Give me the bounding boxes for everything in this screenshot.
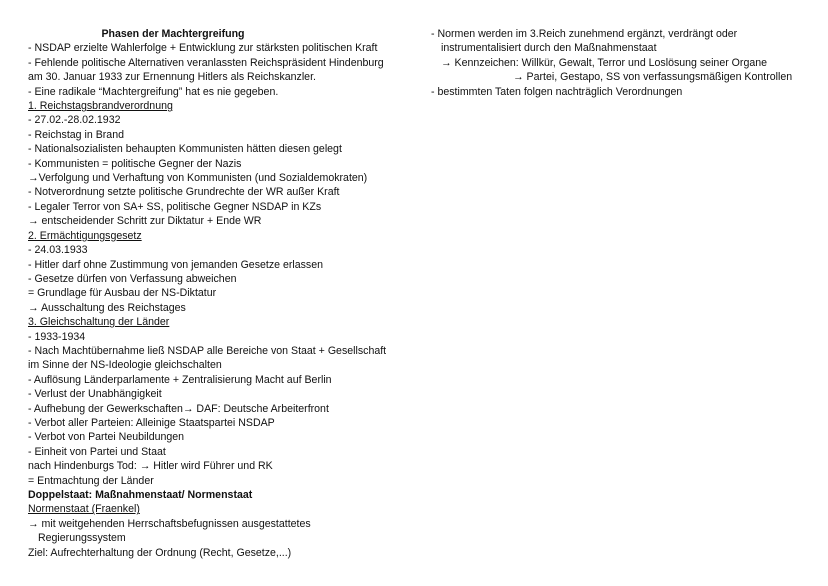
text-line: - Gesetze dürfen von Verfassung abweichen <box>28 272 237 285</box>
left-lines <box>28 41 413 560</box>
section-heading: 2. Ermächtigungsgesetz <box>28 229 142 242</box>
right-column <box>431 27 811 99</box>
section-heading: 3. Gleichschaltung der Länder <box>28 316 170 329</box>
text-line: - Fehlende politische Alternativen veranlassten Reichspräsident Hindenburg <box>28 56 384 69</box>
text-line: - Verbot von Partei Neubildungen <box>28 431 185 444</box>
page-title: Phasen der Machtergreifung <box>101 28 245 40</box>
text-line: - Nach Machtübernahme ließ NSDAP alle Bereiche von Staat + Gesellschaft <box>28 344 387 357</box>
text-line: am 30. Januar 1933 zur Ernennung Hitlers als Reichskanzler. <box>28 71 316 84</box>
text-line: = Grundlage für Ausbau der NS-Diktatur <box>28 287 217 300</box>
text-line: nach Hindenburgs Tod: → Hitler wird Führer und RK <box>28 460 273 473</box>
text-line: → mit weitgehenden Herrschaftsbefugnissen ausgestattetes <box>28 517 311 530</box>
right-lines <box>431 27 811 99</box>
text-line: - bestimmten Taten folgen nachträglich Verordnungen <box>431 85 683 98</box>
text-line: → Partei, Gestapo, SS von verfassungsmäßigen Kontrollen <box>513 71 793 84</box>
section-heading: 1. Reichstagsbrandverordnung <box>28 100 173 113</box>
text-line: - Legaler Terror von SA+ SS, politische Gegner NSDAP in KZs <box>28 200 322 213</box>
text-line: - Hitler darf ohne Zustimmung von jemanden Gesetze erlassen <box>28 258 324 271</box>
section-heading: Normenstaat (Fraenkel) <box>28 503 140 516</box>
text-line: - Notverordnung setzte politische Grundrechte der WR außer Kraft <box>28 186 340 199</box>
text-line: - Verbot aller Parteien: Alleinige Staatspartei NSDAP <box>28 416 275 429</box>
text-line: - Kommunisten = politische Gegner der Nazis <box>28 157 242 170</box>
text-line: → Ausschaltung des Reichstages <box>28 301 186 314</box>
text-line: - 27.02.-28.02.1932 <box>28 114 121 127</box>
text-line: →Verfolgung und Verhaftung von Kommunisten (und Sozialdemokraten) <box>28 172 368 185</box>
text-line: instrumentalisiert durch den Maßnahmenstaat <box>441 42 657 55</box>
text-line: - Eine radikale “Machtergreifung” hat es nie gegeben. <box>28 85 279 98</box>
text-line: - Reichstag in Brand <box>28 128 124 141</box>
text-line: - Normen werden im 3.Reich zunehmend ergänzt, verdrängt oder <box>431 28 738 40</box>
text-line: → entscheidender Schritt zur Diktatur + Ende WR <box>28 215 262 228</box>
text-line: - Einheit von Partei und Staat <box>28 445 166 458</box>
text-line: - 1933-1934 <box>28 330 86 343</box>
text-line: - Nationalsozialisten behaupten Kommunisten hätten diesen gelegt <box>28 143 342 156</box>
text-line: - NSDAP erzielte Wahlerfolge + Entwicklung zur stärksten politischen Kraft <box>28 42 378 55</box>
text-line: = Entmachtung der Länder <box>28 474 154 487</box>
text-line: im Sinne der NS-Ideologie gleichschalten <box>28 359 222 372</box>
text-line: → Kennzeichen: Willkür, Gewalt, Terror und Loslösung seiner Organe <box>441 56 768 69</box>
text-line: Doppelstaat: Maßnahmenstaat/ Normenstaat <box>28 489 253 501</box>
text-line: - Verlust der Unabhängigkeit <box>28 388 162 401</box>
text-line: - Aufhebung der Gewerkschaften→ DAF: Deutsche Arbeiterfront <box>28 402 329 415</box>
text-line: - Auflösung Länderparlamente + Zentralisierung Macht auf Berlin <box>28 373 332 386</box>
text-line: Ziel: Aufrechterhaltung der Ordnung (Recht, Gesetze,...) <box>28 546 292 559</box>
text-line: - 24.03.1933 <box>28 244 88 257</box>
left-column <box>28 27 413 560</box>
text-line: Regierungssystem <box>38 532 126 545</box>
